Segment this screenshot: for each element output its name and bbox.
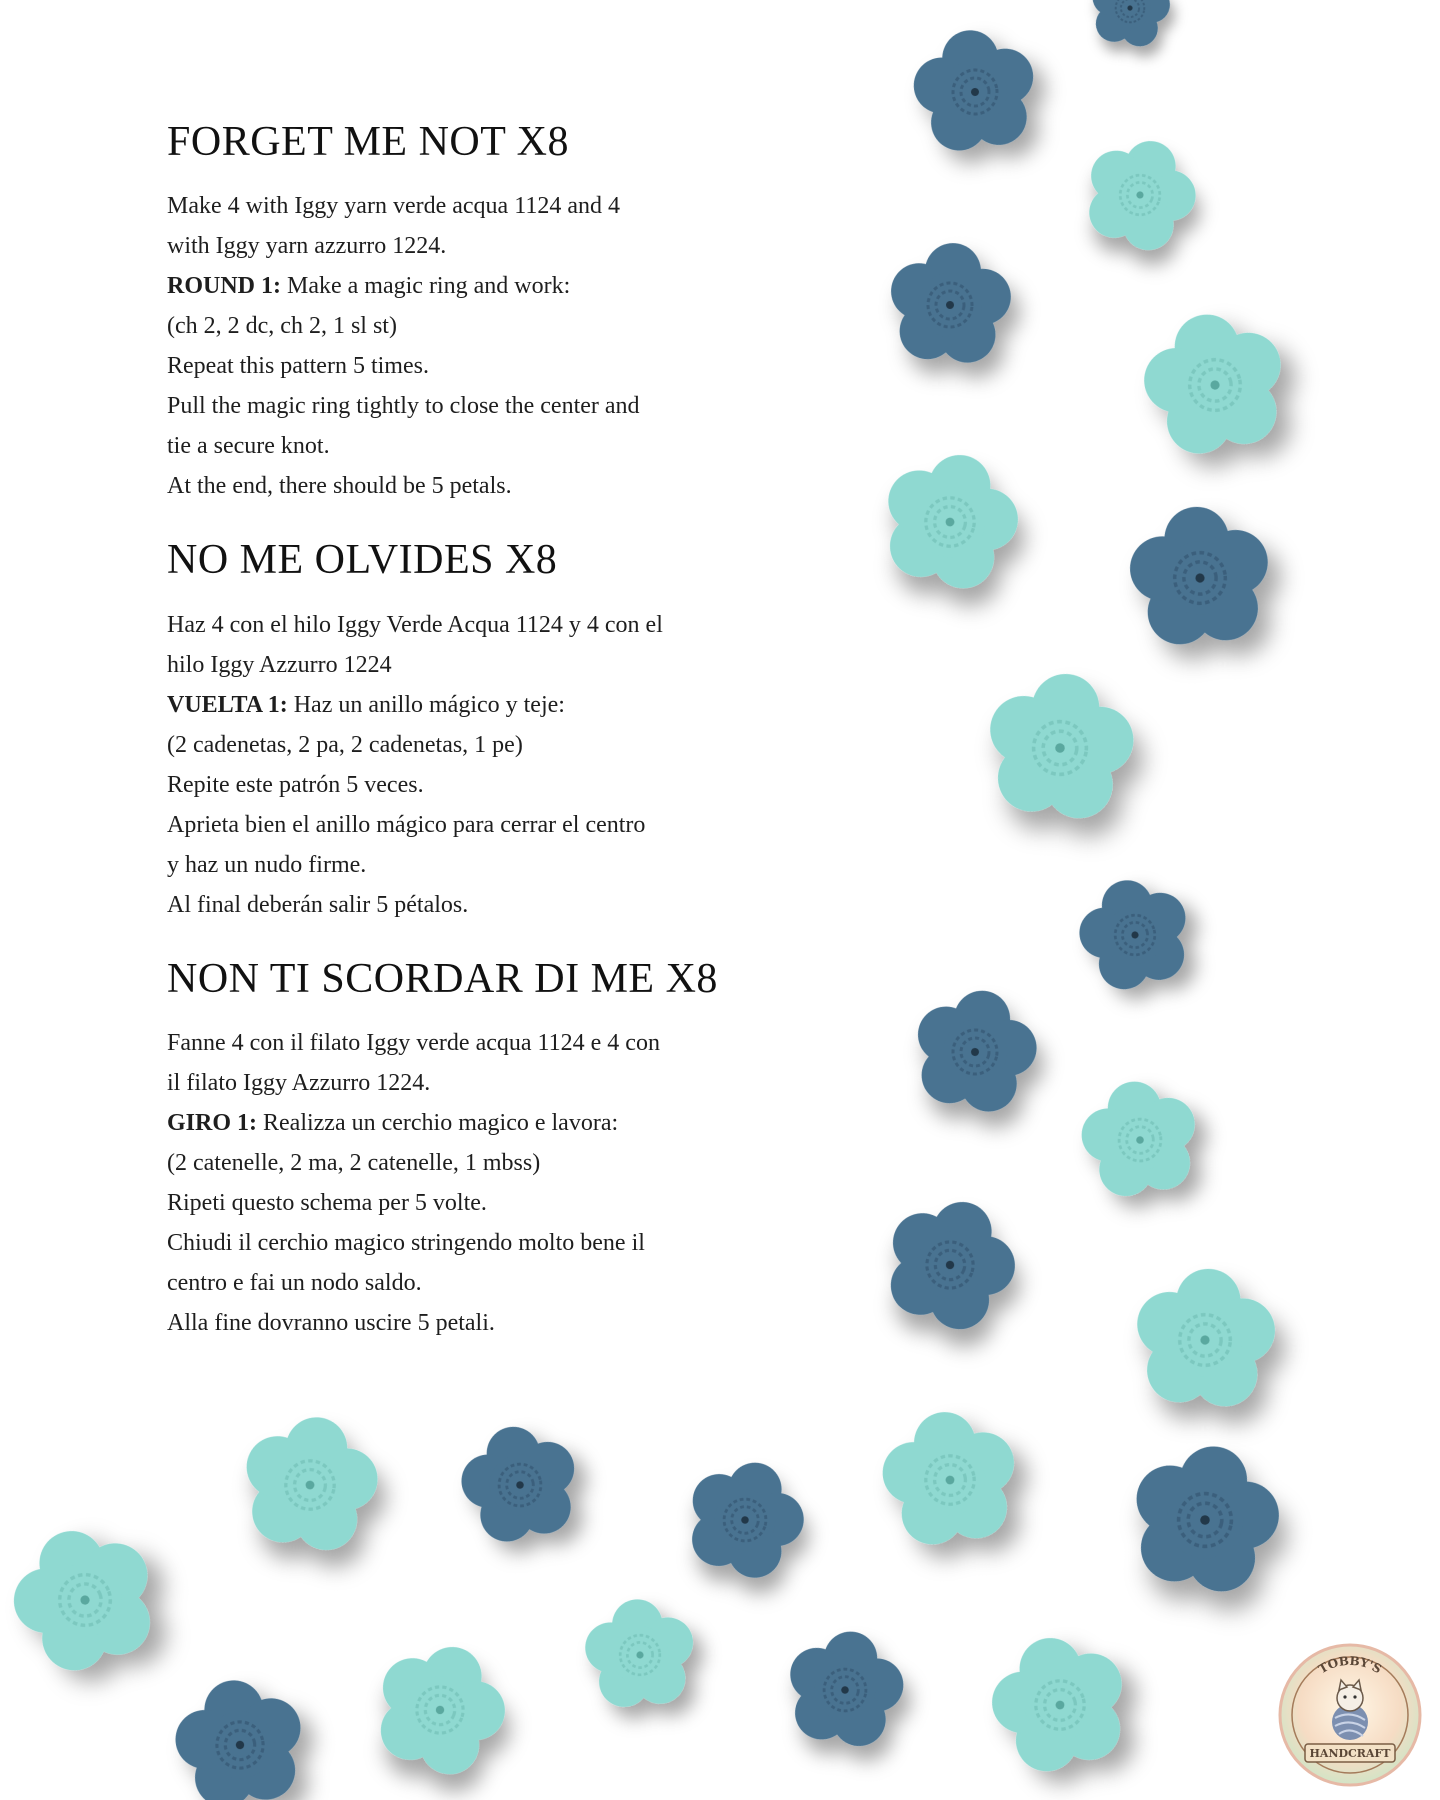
crochet-flower-icon — [905, 979, 1047, 1119]
instruction-line — [167, 266, 807, 306]
instruction-line — [167, 426, 807, 466]
crochet-flower-icon — [979, 664, 1141, 824]
instruction-line — [167, 1103, 807, 1143]
crochet-flower-icon — [1121, 1432, 1291, 1600]
crochet-flower-icon — [979, 1622, 1140, 1782]
instruction-line — [167, 845, 807, 885]
section-title: NO ME OLVIDES X8 — [167, 537, 558, 584]
instruction-text: Make a magic ring and work: — [281, 273, 571, 300]
instruction-line — [167, 605, 807, 645]
crochet-flower-icon — [452, 1416, 587, 1549]
crochet-flower-icon — [361, 1627, 522, 1787]
logo-bottom-text: HANDCRAFT — [1309, 1747, 1391, 1760]
instruction-line — [167, 226, 807, 266]
instruction-text: Haz 4 con el hilo Iggy Verde Acqua 1124 y 4 con el — [167, 611, 663, 638]
crochet-flower-icon — [1074, 1072, 1206, 1202]
section-spanish — [167, 536, 807, 924]
round-label: ROUND 1: — [167, 273, 281, 300]
instruction-text: Pull the magic ring tightly to close the center and — [167, 393, 640, 420]
instruction-text: centro e fai un nodo saldo. — [167, 1269, 422, 1296]
brand-logo — [1275, 1640, 1425, 1790]
crochet-flower-icon — [870, 439, 1031, 599]
section-english — [167, 118, 807, 506]
instruction-text: y haz un nudo firme. — [167, 851, 367, 878]
crochet-flower-icon — [167, 1670, 313, 1800]
instruction-line — [167, 1223, 807, 1263]
crochet-flower-icon — [0, 1509, 172, 1684]
instruction-text: Haz un anillo mágico y teje: — [287, 691, 565, 718]
crochet-flower-icon — [885, 238, 1015, 366]
crochet-flower-icon — [1125, 501, 1274, 648]
instruction-line — [167, 685, 807, 725]
instruction-text: (ch 2, 2 dc, ch 2, 1 sl st) — [167, 313, 397, 340]
crochet-flower-icon — [907, 22, 1042, 156]
instruction-line — [167, 725, 807, 765]
round-label: GIRO 1: — [167, 1109, 257, 1136]
instruction-text: Aprieta bien el anillo mágico para cerrar el centro — [167, 811, 646, 838]
instruction-line — [167, 306, 807, 346]
logo-top-text: TOBBY'S — [1316, 1653, 1384, 1677]
instruction-text: with Iggy yarn azzurro 1224. — [167, 233, 447, 260]
instruction-text: Realizza un cerchio magico e lavora: — [257, 1109, 619, 1136]
crochet-flower-icon — [1068, 867, 1200, 998]
instruction-line — [167, 1023, 807, 1063]
instruction-line — [167, 386, 807, 426]
instruction-line — [167, 1143, 807, 1183]
crochet-flower-icon — [780, 1622, 912, 1752]
instruction-text: Chiudi il cerchio magico stringendo molto bene il — [167, 1229, 645, 1256]
instruction-text: Fanne 4 con il filato Iggy verde acqua 1124 e 4 con — [167, 1029, 660, 1056]
instruction-text: Al final deberán salir 5 pétalos. — [167, 891, 469, 918]
section-title: NON TI SCORDAR DI ME X8 — [167, 955, 718, 1002]
instruction-text: il filato Iggy Azzurro 1224. — [167, 1069, 431, 1096]
crochet-flower-icon — [1131, 1263, 1280, 1410]
instruction-text: Make 4 with Iggy yarn verde acqua 1124 and 4 — [167, 193, 620, 220]
section-body — [167, 1023, 807, 1343]
round-label: VUELTA 1: — [167, 691, 288, 718]
pattern-instructions — [167, 118, 807, 1373]
crochet-flower-icon — [1133, 301, 1296, 462]
crochet-flower-icon — [1085, 0, 1175, 51]
instruction-text: Repite este patrón 5 veces. — [167, 771, 424, 798]
crochet-flower-icon — [581, 1595, 698, 1710]
instruction-line — [167, 645, 807, 685]
instruction-text: Alla fine dovranno uscire 5 petali. — [167, 1309, 495, 1336]
instruction-line — [167, 1063, 807, 1103]
crochet-flower-icon — [674, 1446, 817, 1588]
instruction-text: hilo Iggy Azzurro 1224 — [167, 651, 392, 678]
crochet-flower-icon — [234, 1406, 387, 1557]
instruction-text: Repeat this pattern 5 times. — [167, 353, 429, 380]
instruction-line — [167, 466, 807, 506]
instruction-text: (2 cadenetas, 2 pa, 2 cadenetas, 1 pe) — [167, 731, 523, 758]
instruction-line — [167, 346, 807, 386]
crochet-flower-icon — [871, 1182, 1032, 1342]
instruction-text: tie a secure knot. — [167, 433, 330, 460]
section-body — [167, 186, 807, 506]
instruction-line — [167, 885, 807, 925]
instruction-text: (2 catenelle, 2 ma, 2 catenelle, 1 mbss) — [167, 1149, 541, 1176]
section-italian — [167, 955, 807, 1343]
instruction-line — [167, 765, 807, 805]
section-title: FORGET ME NOT X8 — [167, 119, 569, 165]
crochet-flower-icon — [1072, 124, 1210, 261]
instruction-line — [167, 805, 807, 845]
instruction-text: At the end, there should be 5 petals. — [167, 473, 512, 500]
instruction-line — [167, 1263, 807, 1303]
section-body — [167, 605, 807, 925]
instruction-line — [167, 186, 807, 226]
instruction-text: Ripeti questo schema per 5 volte. — [167, 1189, 487, 1216]
instruction-line — [167, 1183, 807, 1223]
crochet-flower-icon — [875, 1403, 1024, 1550]
instruction-line — [167, 1303, 807, 1343]
